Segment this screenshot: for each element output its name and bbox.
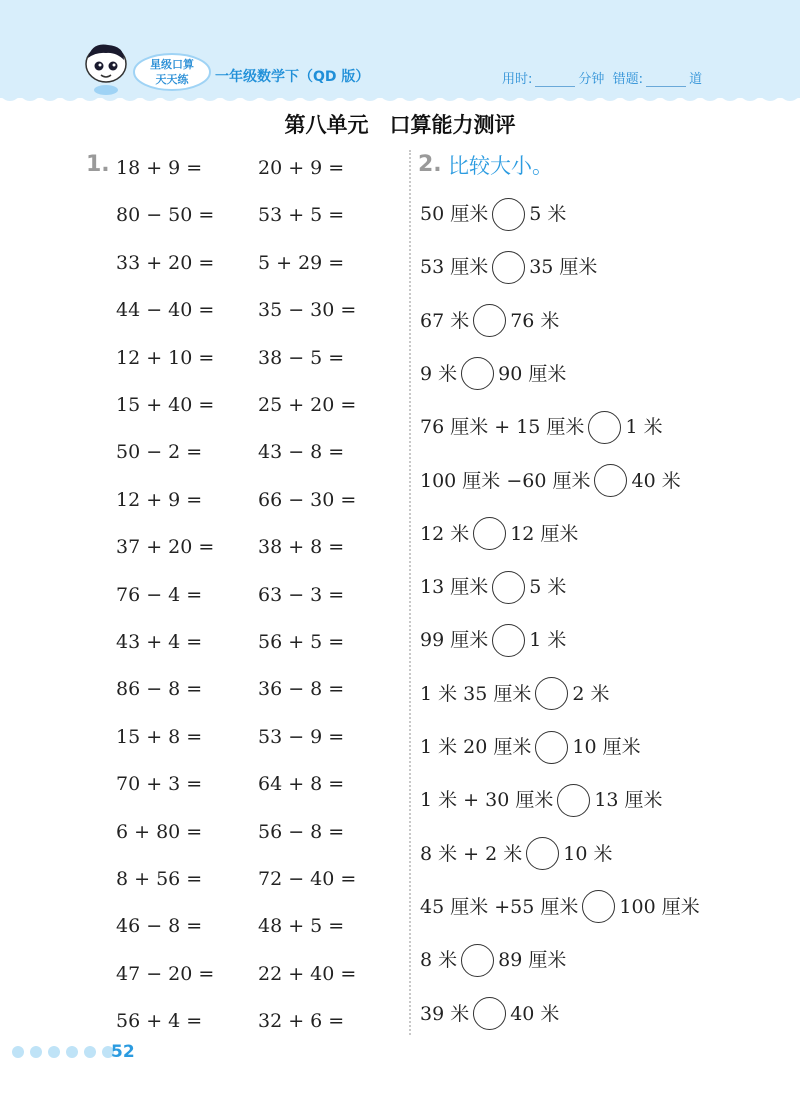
calc-item: 43 − 8 = [258, 441, 345, 464]
calc-item: 6 + 80 = [116, 820, 203, 843]
compare-item [420, 463, 681, 499]
calc-item: 38 − 5 = [258, 346, 345, 369]
calc-item: 66 − 30 = [258, 488, 357, 511]
calc-item: 76 − 4 = [116, 583, 203, 606]
compare-left: 8 米 [420, 949, 458, 972]
answer-circle[interactable] [526, 837, 559, 870]
calc-item: 32 + 6 = [258, 1010, 345, 1033]
compare-left: 13 厘米 [420, 576, 489, 599]
time-label: 用时: [502, 72, 533, 87]
calc-item: 56 + 4 = [116, 1010, 203, 1033]
answer-circle[interactable] [557, 784, 590, 817]
page-number: 52 [111, 1042, 135, 1062]
compare-left: 9 米 [420, 362, 458, 385]
compare-right: 10 厘米 [572, 736, 641, 758]
calc-item: 63 − 3 = [258, 583, 345, 606]
compare-item [420, 836, 612, 872]
compare-right: 76 米 [510, 309, 560, 332]
compare-right: 89 厘米 [498, 949, 567, 972]
page-title: 第八单元 口算能力测评 [284, 113, 516, 137]
timing-record [502, 68, 702, 87]
answer-circle[interactable] [473, 517, 506, 550]
compare-left: 76 厘米 + 15 厘米 [420, 416, 585, 439]
calc-item: 56 − 8 = [258, 820, 345, 843]
compare-left: 39 米 [420, 1002, 470, 1025]
answer-circle[interactable] [582, 890, 615, 923]
answer-circle[interactable] [588, 411, 621, 444]
calc-item: 48 + 5 = [258, 915, 345, 938]
calc-item: 46 − 8 = [116, 915, 203, 938]
calc-item: 15 + 8 = [116, 725, 203, 748]
answer-circle[interactable] [535, 677, 568, 710]
calc-item: 22 + 40 = [258, 962, 357, 985]
compare-left: 99 厘米 [420, 629, 489, 652]
footer-dot [30, 1046, 42, 1058]
question-2-title: 比较大小。 [448, 154, 553, 178]
answer-circle[interactable] [535, 731, 568, 764]
calc-item: 53 − 9 = [258, 725, 345, 748]
compare-item [420, 516, 578, 552]
errors-unit: 道 [689, 72, 703, 87]
question-2-number: 2. [418, 152, 442, 177]
compare-item [420, 356, 566, 392]
compare-right: 90 厘米 [498, 362, 567, 385]
footer-dot [66, 1046, 78, 1058]
compare-right: 12 厘米 [510, 522, 579, 545]
compare-right: 2 米 [572, 682, 610, 705]
calc-item: 53 + 5 = [258, 204, 345, 227]
compare-item [420, 782, 663, 818]
compare-item [420, 622, 566, 658]
book-title: 一年级数学下（QD 版） [215, 69, 370, 85]
calc-item: 72 − 40 = [258, 868, 357, 890]
compare-item [420, 889, 700, 925]
calc-item: 15 + 40 = [116, 394, 215, 416]
compare-item [420, 996, 559, 1032]
compare-left: 45 厘米 +55 厘米 [420, 895, 579, 918]
compare-right: 1 米 [625, 416, 663, 439]
calc-item: 70 + 3 = [116, 773, 203, 796]
calc-item: 5 + 29 = [258, 251, 345, 274]
footer-dot [48, 1046, 60, 1058]
answer-circle[interactable] [473, 997, 506, 1030]
compare-right: 40 米 [631, 469, 681, 492]
mascot-icon [78, 40, 134, 96]
answer-circle[interactable] [461, 357, 494, 390]
answer-circle[interactable] [492, 198, 525, 231]
errors-label: 错题: [612, 72, 644, 87]
calc-item: 20 + 9 = [258, 157, 345, 179]
calc-item: 44 − 40 = [116, 299, 215, 322]
time-unit: 分钟 [578, 72, 605, 87]
calc-item: 25 + 20 = [258, 394, 357, 416]
compare-right: 1 米 [529, 629, 567, 652]
compare-item [420, 196, 566, 232]
calc-item: 47 − 20 = [116, 962, 215, 985]
compare-item [420, 676, 610, 712]
calc-item: 50 − 2 = [116, 441, 203, 464]
calc-item: 86 − 8 = [116, 678, 203, 701]
answer-circle[interactable] [461, 944, 494, 977]
calc-item: 12 + 9 = [116, 488, 203, 511]
compare-item [420, 409, 663, 445]
calc-item: 12 + 10 = [116, 346, 215, 369]
answer-circle[interactable] [473, 304, 506, 337]
compare-left: 100 厘米 −60 厘米 [420, 469, 591, 492]
compare-right: 13 厘米 [594, 789, 663, 812]
answer-circle[interactable] [492, 251, 525, 284]
compare-right: 100 厘米 [619, 895, 700, 918]
compare-left: 50 厘米 [420, 203, 489, 225]
question-1-number: 1. [86, 152, 110, 177]
logo-text-line1: 星级口算 [150, 58, 194, 71]
compare-item [420, 303, 559, 339]
compare-item [420, 729, 641, 765]
compare-item [420, 942, 566, 978]
calc-item: 33 + 20 = [116, 251, 215, 274]
calc-item: 8 + 56 = [116, 868, 203, 890]
calc-item: 36 − 8 = [258, 678, 345, 701]
column-divider [409, 150, 411, 1035]
calc-item: 18 + 9 = [116, 157, 203, 179]
calc-item: 80 − 50 = [116, 204, 215, 227]
logo-text-line2: 天天练 [155, 73, 189, 86]
calc-item: 56 + 5 = [258, 631, 345, 653]
compare-right: 5 米 [529, 203, 567, 225]
calc-item: 37 + 20 = [116, 536, 215, 559]
compare-left: 1 米 + 30 厘米 [420, 789, 554, 812]
compare-item [420, 249, 597, 285]
errors-blank[interactable] [646, 74, 686, 87]
compare-right: 10 米 [563, 842, 613, 865]
answer-circle[interactable] [594, 464, 627, 497]
answer-circle[interactable] [492, 571, 525, 604]
answer-circle[interactable] [492, 624, 525, 657]
compare-left: 1 米 20 厘米 [420, 736, 532, 758]
calc-item: 43 + 4 = [116, 631, 203, 653]
compare-right: 40 米 [510, 1002, 560, 1025]
compare-left: 8 米 + 2 米 [420, 842, 523, 865]
compare-left: 1 米 35 厘米 [420, 682, 532, 705]
calc-item: 38 + 8 = [258, 536, 345, 559]
footer-dot [12, 1046, 24, 1058]
compare-right: 5 米 [529, 576, 567, 599]
compare-item [420, 569, 566, 605]
calc-item: 35 − 30 = [258, 299, 357, 322]
calc-item: 64 + 8 = [258, 773, 345, 796]
footer-dot [84, 1046, 96, 1058]
compare-left: 12 米 [420, 522, 470, 545]
compare-left: 53 厘米 [420, 256, 489, 279]
compare-right: 35 厘米 [529, 256, 598, 279]
time-blank[interactable] [535, 74, 575, 87]
compare-left: 67 米 [420, 309, 470, 332]
footer-dots [12, 1046, 114, 1058]
